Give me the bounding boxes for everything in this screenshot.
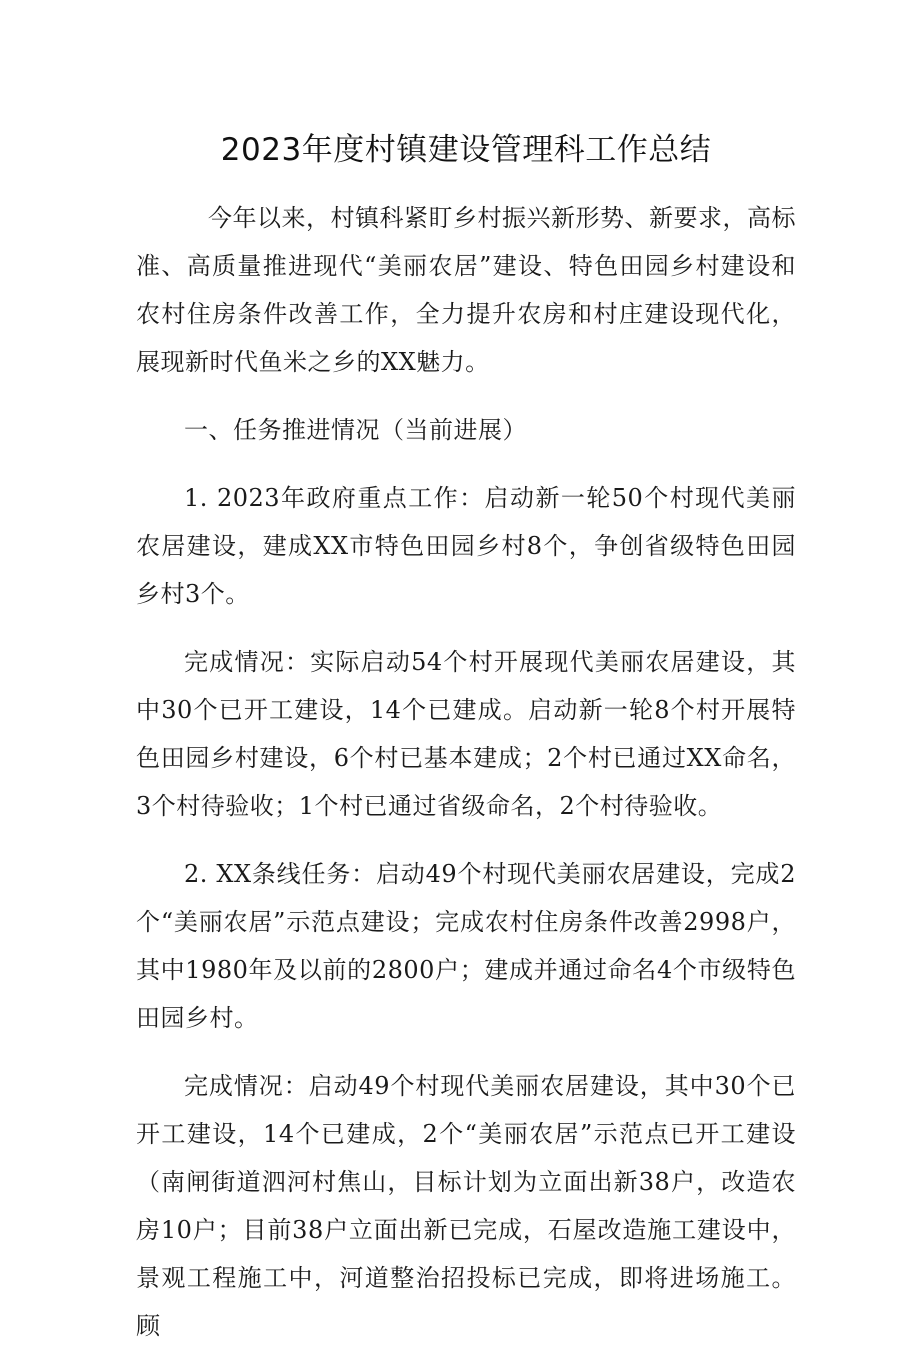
- item1-task-paragraph: 1. 2023年政府重点工作：启动新一轮50个村现代美丽农居建设，建成XX市特色田园乡村8个，争创省级特色田园乡村3个。: [136, 484, 796, 608]
- intro-paragraph: 今年以来，村镇科紧盯乡村振兴新形势、新要求，高标准、高质量推进现代“美丽农居”建设、特色田园乡村建设和农村住房条件改善工作，全力提升农房和村庄建设现代化，展现新时代鱼米之乡的XX魅力。: [136, 204, 796, 376]
- item1-result-paragraph: 完成情况：实际启动54个村开展现代美丽农居建设，其中30个已开工建设，14个已建成。启动新一轮8个村开展特色田园乡村建设，6个村已基本建成；2个村已通过XX命名，3个村待验收；1个村已通过省级命名，2个村待验收。: [136, 648, 796, 820]
- document-page: [136, 0, 796, 1370]
- item2-task-paragraph: 2. XX条线任务：启动49个村现代美丽农居建设，完成2个“美丽农居”示范点建设；完成农村住房条件改善2998户，其中1980年及以前的2800户；建成并通过命名4个市级特色田园乡村。: [136, 860, 796, 1032]
- item2-result-paragraph: 完成情况：启动49个村现代美丽农居建设，其中30个已开工建设，14个已建成，2个“美丽农居”示范点已开工建设（南闸街道泗河村焦山，目标计划为立面出新38户，改造农房10户；目前38户立面出新已完成，石屋改造施工建设中，景观工程施工中，河道整治招投标已完成，即将进场施工。顾: [136, 1072, 796, 1340]
- document-title: 2023年度村镇建设管理科工作总结: [220, 132, 712, 168]
- section-heading: 一、任务推进情况（当前进展）: [184, 416, 527, 444]
- document-body: [136, 194, 796, 1350]
